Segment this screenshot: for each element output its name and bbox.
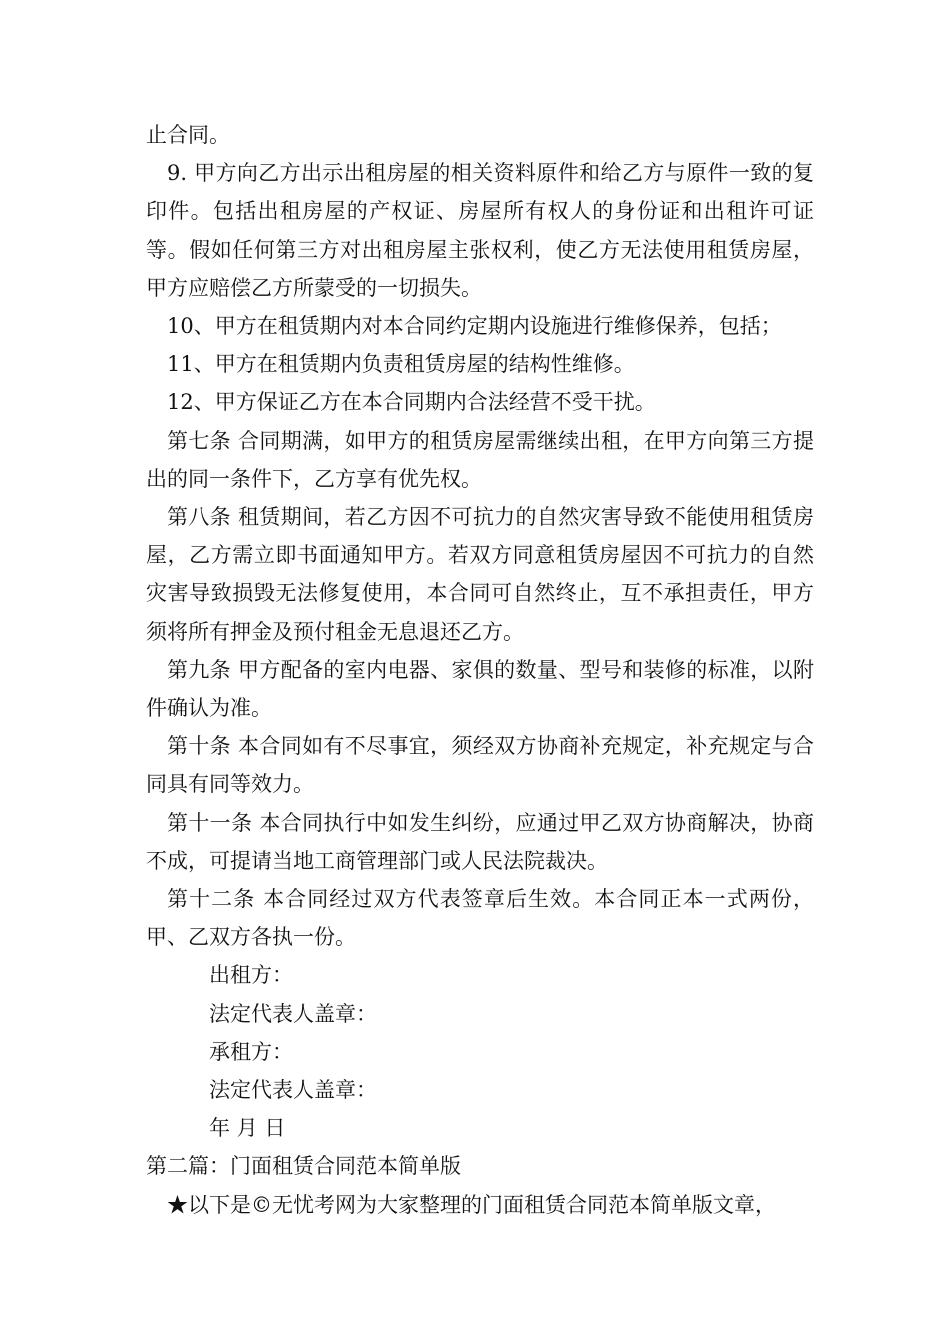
paragraph-article-10: 第十条 本合同如有不尽事宜，须经双方协商补充规定，补充规定与合同具有同等效力。 [146,734,814,797]
signature-date: 年 月 日 [209,1116,286,1141]
signature-lessor-rep: 法定代表人盖章： [209,1001,377,1026]
paragraph-article-11: 第十一条 本合同执行中如发生纠纷，应通过甲乙双方协商解决，协商不成，可提请当地工商管理部门或人民法院裁决。 [146,810,814,873]
signature-lessee-rep: 法定代表人盖章： [209,1078,377,1103]
signature-lessee: 承租方： [209,1039,293,1064]
paragraph-article-12: 第十二条 本合同经过双方代表签章后生效。本合同正本一式两份，甲、乙双方各执一份。 [146,887,814,950]
paragraph-article-7: 第七条 合同期满，如甲方的租赁房屋需继续出租，在甲方向第三方提出的同一条件下，乙方享有优先权。 [146,428,814,491]
signature-lessor: 出租方： [209,963,293,988]
paragraph-end-contract: 止合同。 [146,123,230,147]
document-page [146,116,814,1224]
intro-paragraph: ★以下是©无忧考网为大家整理的门面租赁合同范本简单版文章， [167,1192,776,1217]
paragraph-article-8: 第八条 租赁期间，若乙方因不可抗力的自然灾害导致不能使用租赁房屋，乙方需立即书面通知甲方。若双方同意租赁房屋因不可抗力的自然灾害导致损毁无法修复使用，本合同可自然终止，互不承担责任，甲方须将所有押金及预付租金无息退还乙方。 [146,505,814,644]
paragraph-article-9: 第九条 甲方配备的室内电器、家俱的数量、型号和装修的标准，以附件确认为准。 [146,657,814,721]
second-part-title: 第二篇：门面租赁合同范本简单版 [146,1154,461,1179]
paragraph-clause-10: 10、甲方在租赁期内对本合同约定期内设施进行维修保养，包括； [167,314,782,339]
paragraph-clause-11: 11、甲方在租赁期内负责租赁房屋的结构性维修。 [167,352,635,377]
paragraph-clause-9: 9. 甲方向乙方出示出租房屋的相关资料原件和给乙方与原件一致的复印件。包括出租房屋的产权证、房屋所有权人的身份证和出租许可证等。假如任何第三方对出租房屋主张权利，使乙方无法使用租赁房屋，甲方应赔偿乙方所蒙受的一切损失。 [146,161,814,300]
paragraph-clause-12: 12、甲方保证乙方在本合同期内合法经营不受干扰。 [167,390,656,415]
